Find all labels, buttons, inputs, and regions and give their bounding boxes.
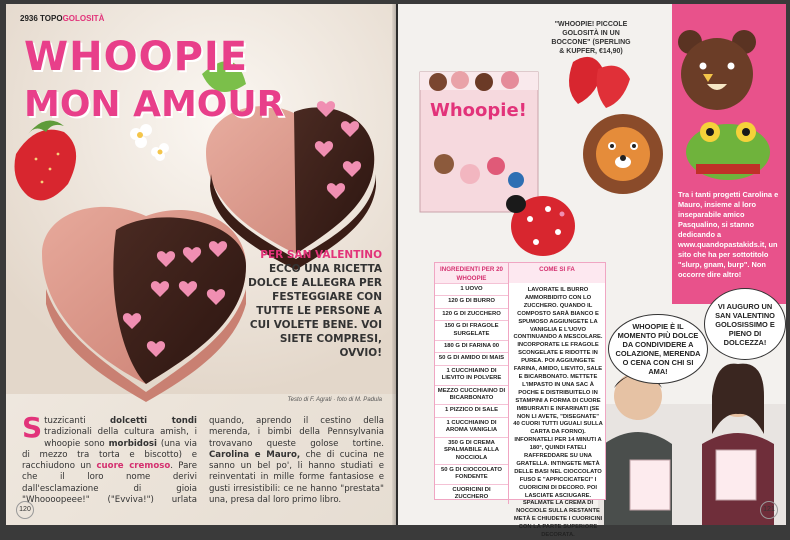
page-number-right: 121 xyxy=(760,501,778,519)
ingredients-header: INGREDIENTI PER 20 WHOOPIE xyxy=(435,263,509,283)
body-keyword-2: morbidosi xyxy=(108,438,157,449)
ingredient-item: 120 G DI BURRO xyxy=(435,295,508,307)
photo-credits: Testo di F. Agrati · foto di M. Padula xyxy=(287,397,382,403)
ingredient-item: 50 G DI AMIDO DI MAIS xyxy=(435,352,508,364)
ladybug-whoopie xyxy=(506,195,575,256)
page-number-left: 120 xyxy=(16,501,34,519)
right-page xyxy=(398,4,786,539)
ingredient-item: 350 G DI CREMA SPALMABILE ALLA NOCCIOLA xyxy=(435,437,508,464)
article-body xyxy=(22,411,384,508)
title-line-2: MON AMOUR xyxy=(24,84,285,125)
magazine-spread xyxy=(6,4,786,539)
body-text-3: (una via di mezzo tra torta e biscotto) e racchiudono un xyxy=(22,438,198,472)
ingredient-item: 1 CUCCHIAINO DI LIEVITO IN POLVERE xyxy=(435,365,508,385)
recipe-table xyxy=(434,262,606,539)
method-text: LAVORATE IL BURRO AMMORBIDITO CON LO ZUCCHERO. QUANDO IL COMPOSTO SARÀ BIANCO E SPUMOSO AGGIUNGETE LA VANIGLIA E L'UOVO CONTINUANDO A MESCOLARE. INCORPORATE LE FRAGOLE SCONGELATE E RIDOTTE IN PUREA. POI AGGIUNGETE FARINA, AMIDO, LIEVITO, SALE E BICARBONATO. METTETE L'IMPASTO IN UNA SAC À POCHE E DISTRIBUITELO IN STAMPINI A FORMA DI CUORE IMBURRATI E INFARINATI (SE NON LI AVETE, "DISEGNATE" 40 CUORI TUTTI UGUALI SULLA CARTA DA FORNO). INFORNATELI PER 14 MINUTI A 180°, QUINDI FATELI RAFFREDDARE SU UNA GRATELLA. INTINGETE METÀ DELLE BASI NEL CIOCCOLATO FUSO E "APPICCICATECI" I CUORICINI DI DECORO. POI LASCIATE ASCIUGARE. SPALMATE LA CREMA DI NOCCIOLE SULLA RESTANTE METÀ E CHIUDETE I CUORICINI CON LA PARTE SUPERIORE DECORATA. xyxy=(513,287,603,539)
ingredient-item: 150 G DI FRAGOLE SURGELATE xyxy=(435,320,508,340)
ingredient-item: 1 UOVO xyxy=(435,283,508,295)
book-caption: "WHOOPIE! PICCOLE GOLOSITÀ IN UN BOCCONE" (SPERLING & KUPFER, €14,90) xyxy=(551,21,631,55)
series-label xyxy=(20,14,104,23)
left-page xyxy=(6,4,396,525)
ingredient-item: CUORICINI DI ZUCCHERO xyxy=(435,484,508,504)
lion-whoopie xyxy=(583,114,663,194)
body-text-4: . Pare che il loro nome derivi dall'esclamazione di gioia "Whoooopeee!" ("Evviva!") urlata quando, aprendo il cestino della merenda, i bimbi della Pennsylvania trovavano queste golose tortine. xyxy=(22,416,384,506)
sidebar-text: Tra i tanti progetti Carolina e Mauro, insieme al loro inseparabile amico Pasqualino, si stanno dedicando a www.quandopastakids.it, un sito che ha per sottotitolo "slurp, gnam, burp". Non occorre dire altro! xyxy=(678,190,779,279)
ingredient-item: 120 G DI ZUCCHERO xyxy=(435,308,508,320)
book-cover-title: Whoopie! xyxy=(430,100,527,121)
lead-paragraph xyxy=(242,248,382,360)
ingredient-item: 180 G DI FARINA 00 xyxy=(435,340,508,352)
ingredient-item: 1 CUCCHIAINO DI AROMA VANIGLIA xyxy=(435,417,508,437)
ingredient-item: 50 G DI CIOCCOLATO FONDENTE xyxy=(435,464,508,484)
speech-bubble-left: WHOOPIE È IL MOMENTO PIÙ DOLCE DA CONDIVIDERE A COLAZIONE, MERENDA O CENA CON CHI SI AMA! xyxy=(608,314,708,384)
ingredients-list xyxy=(435,283,509,504)
series-brand-a: TOPO xyxy=(40,14,63,23)
body-text-5: che di cucina ne sanno un bel po', li hanno studiati e reinventati in mille forme fantasiose e gusti irresistibili: ce ne hanno "prestata" una, presa dal loro primo libro. xyxy=(209,449,384,506)
ingredient-item: MEZZO CUCCHIAINO DI BICARBONATO xyxy=(435,385,508,405)
method-header: COME SI FA xyxy=(509,263,605,283)
body-keyword-4: Carolina e Mauro, xyxy=(209,449,301,460)
series-number: 2936 xyxy=(20,14,38,23)
drop-cap: S xyxy=(22,411,43,444)
lead-accent: PER SAN VALENTINO xyxy=(260,249,382,261)
authors-photo xyxy=(598,364,786,525)
body-text-1: tuzzicanti xyxy=(44,416,111,426)
book-cover xyxy=(420,71,538,212)
body-text-2: tradizionali della cultura amish, i whoopie sono xyxy=(44,427,197,449)
series-brand-b: GOLOSITÀ xyxy=(62,14,105,23)
speech-bubble-right: VI AUGURO UN SAN VALENTINO GOLOSISSIMO E PIENO DI DOLCEZZA! xyxy=(704,288,786,360)
body-keyword-3: cuore cremoso xyxy=(96,461,171,472)
body-keyword-1: dolcetti tondi xyxy=(110,416,198,426)
title-line-1: WHOOPIE xyxy=(24,34,249,80)
lead-text: ECCO UNA RICETTA DOLCE E ALLEGRA PER FESTEGGIARE CON TUTTE LE PERSONE A CUI VOLETE BENE. VOI SIETE COMPRESI, OVVIO! xyxy=(248,263,382,359)
ingredient-item: 1 PIZZICO DI SALE xyxy=(435,404,508,416)
